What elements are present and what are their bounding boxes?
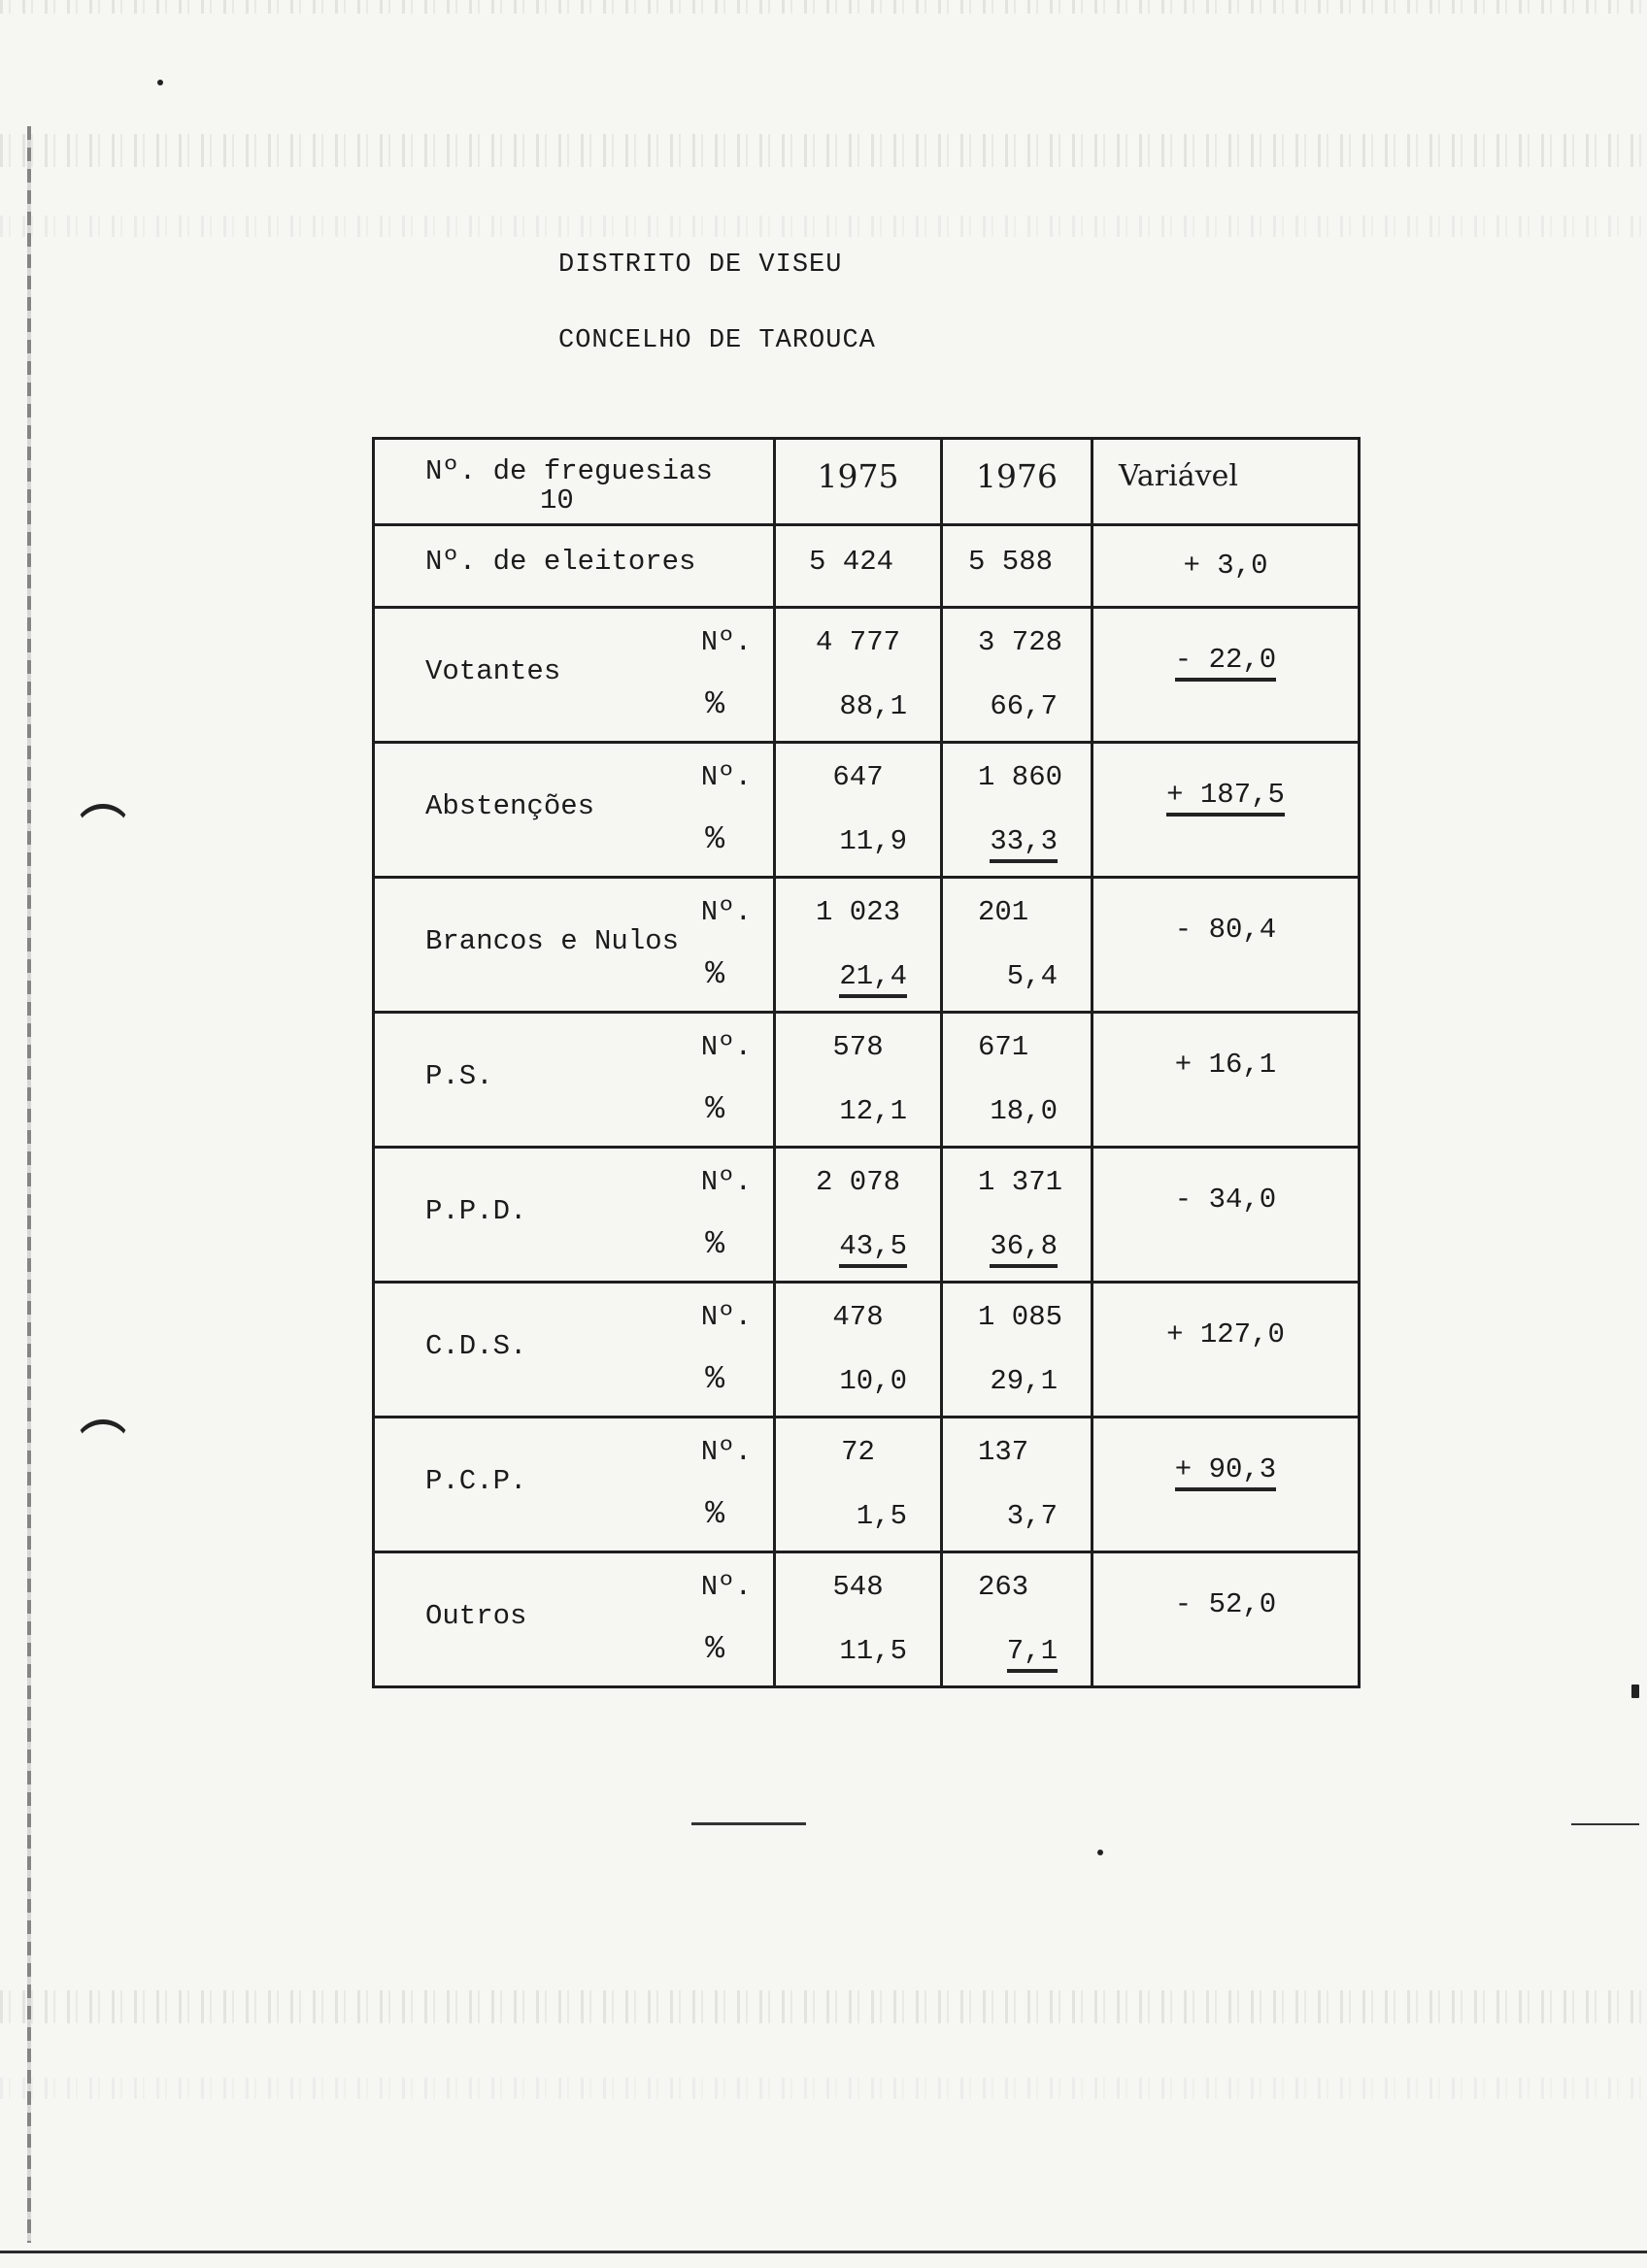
scan-noise-band-4 [0, 2078, 1647, 2099]
group-variable-cell [1092, 1552, 1360, 1687]
year-1975-header-cell [775, 439, 942, 525]
group-variable-cell [1092, 1283, 1360, 1418]
percent-1976 [1007, 1635, 1058, 1667]
count-marker: Nº. [700, 1166, 752, 1198]
group-label-cell [374, 878, 775, 1013]
percent-1976: 18,0 [990, 1095, 1058, 1127]
table-row [374, 1148, 1360, 1283]
count-1976: 671 [978, 1031, 1029, 1063]
ink-speck [1097, 1850, 1103, 1855]
group-label: Votantes [425, 655, 561, 687]
table-row [374, 743, 1360, 878]
count-1975: 1 023 [815, 896, 900, 928]
count-1976: 3 728 [978, 626, 1063, 658]
ink-speck [157, 80, 163, 85]
group-label-cell [374, 1148, 775, 1283]
group-variable [1093, 644, 1358, 676]
table-row [374, 608, 1360, 743]
group-variable: + 16,1 [1174, 1049, 1277, 1081]
variable-header: Variável [1119, 459, 1238, 493]
group-label: C.D.S. [425, 1330, 527, 1362]
count-1976: 1 371 [978, 1166, 1063, 1198]
handwritten-underline-value: + 90,3 [1175, 1453, 1276, 1491]
count-1975: 478 [832, 1301, 884, 1333]
electors-label-cell [374, 525, 775, 608]
electors-variable-cell [1092, 525, 1360, 608]
group-1975-cell [775, 1148, 942, 1283]
electors-row [374, 525, 1360, 608]
table-header-row [374, 439, 1360, 525]
handwritten-underline-value: 36,8 [990, 1230, 1058, 1268]
table-row [374, 878, 1360, 1013]
percent-1975: 88,1 [839, 690, 907, 722]
group-label: Outros [425, 1600, 527, 1632]
count-1976: 1 085 [978, 1301, 1063, 1333]
electors-1976-cell [942, 525, 1092, 608]
scan-bottom-rule [0, 2251, 1647, 2253]
district-title: DISTRITO DE VISEU [558, 250, 843, 280]
count-marker: Nº. [700, 1436, 752, 1468]
group-variable-cell [1092, 1013, 1360, 1148]
count-1976: 201 [978, 896, 1029, 928]
percent-1976: 29,1 [990, 1365, 1058, 1397]
count-marker: Nº. [700, 761, 752, 793]
electors-label: Nº. de eleitores [425, 546, 696, 578]
scan-noise-band-1 [0, 134, 1647, 167]
group-1976-cell [942, 1148, 1092, 1283]
group-1976-cell [942, 1552, 1092, 1687]
count-1975: 72 [841, 1436, 875, 1468]
scan-dash-mark [691, 1822, 806, 1825]
ink-speck [1631, 1684, 1639, 1698]
group-variable [1093, 1453, 1358, 1485]
handwritten-underline-value: 33,3 [990, 825, 1058, 863]
count-marker: Nº. [700, 1031, 752, 1063]
percent-marker: % [705, 1631, 724, 1667]
group-1975-cell [775, 1552, 942, 1687]
count-marker: Nº. [700, 626, 752, 658]
count-1976: 137 [978, 1436, 1029, 1468]
handwritten-underline-value: 7,1 [1007, 1635, 1058, 1673]
handwritten-underline-value: - 22,0 [1175, 644, 1276, 682]
percent-1975 [839, 960, 907, 992]
group-1975-cell [775, 1283, 942, 1418]
scan-noise-band-2 [0, 216, 1647, 237]
group-1976-cell [942, 1013, 1092, 1148]
percent-1975: 10,0 [839, 1365, 907, 1397]
group-label-cell [374, 1552, 775, 1687]
group-label: P.C.P. [425, 1465, 527, 1497]
handwritten-underline-value: + 187,5 [1166, 779, 1285, 817]
percent-marker: % [705, 1226, 724, 1262]
punch-hole-icon [74, 804, 132, 861]
group-variable-cell [1092, 878, 1360, 1013]
handwritten-underline-value: 21,4 [839, 960, 907, 998]
group-label-cell [374, 1013, 775, 1148]
electors-1975: 5 424 [809, 546, 894, 578]
percent-marker: % [705, 821, 724, 857]
percent-1975: 11,9 [839, 825, 907, 857]
electors-1976: 5 588 [968, 546, 1054, 578]
group-variable: - 80,4 [1174, 914, 1277, 946]
group-variable: + 127,0 [1166, 1318, 1285, 1351]
count-marker: Nº. [700, 1571, 752, 1603]
group-label: Abstenções [425, 790, 595, 822]
percent-1976 [990, 825, 1058, 857]
group-label-cell [374, 608, 775, 743]
count-1975: 4 777 [815, 626, 900, 658]
group-variable-cell [1092, 1148, 1360, 1283]
scan-noise-top [0, 0, 1647, 14]
group-1975-cell [775, 878, 942, 1013]
table-row [374, 1418, 1360, 1552]
percent-1976 [990, 1230, 1058, 1262]
percent-1976: 66,7 [990, 690, 1058, 722]
group-label: P.S. [425, 1060, 493, 1092]
group-variable: - 34,0 [1174, 1184, 1277, 1216]
parishes-header [425, 457, 713, 516]
group-label: Brancos e Nulos [425, 925, 680, 957]
year-1976-header-cell [942, 439, 1092, 525]
count-1976: 263 [978, 1571, 1029, 1603]
punch-hole-icon [74, 1419, 132, 1477]
table-row [374, 1552, 1360, 1687]
group-variable-cell [1092, 608, 1360, 743]
group-1975-cell [775, 608, 942, 743]
scan-left-edge [27, 126, 31, 2243]
group-variable-cell [1092, 1418, 1360, 1552]
electors-variable: + 3,0 [1183, 550, 1268, 582]
group-1975-cell [775, 1418, 942, 1552]
group-label-cell [374, 743, 775, 878]
percent-marker: % [705, 686, 724, 722]
group-1976-cell [942, 1283, 1092, 1418]
percent-1975: 11,5 [839, 1635, 907, 1667]
parishes-count: 10 [540, 484, 574, 517]
year-1975-header: 1975 [817, 457, 899, 495]
count-1975: 548 [832, 1571, 884, 1603]
group-label-cell [374, 1283, 775, 1418]
variable-header-cell [1092, 439, 1360, 525]
percent-1975: 12,1 [839, 1095, 907, 1127]
count-1975: 2 078 [815, 1166, 900, 1198]
handwritten-underline-value: 43,5 [839, 1230, 907, 1268]
group-variable: - 52,0 [1174, 1588, 1277, 1620]
count-marker: Nº. [700, 1301, 752, 1333]
group-variable [1093, 779, 1358, 811]
group-1975-cell [775, 1013, 942, 1148]
table-row [374, 1283, 1360, 1418]
group-1976-cell [942, 1418, 1092, 1552]
group-label: P.P.D. [425, 1195, 527, 1227]
percent-1975: 1,5 [856, 1500, 907, 1532]
group-variable-cell [1092, 743, 1360, 878]
group-1976-cell [942, 878, 1092, 1013]
year-1976-header: 1976 [976, 457, 1058, 495]
count-marker: Nº. [700, 896, 752, 928]
group-label-cell [374, 1418, 775, 1552]
percent-marker: % [705, 1091, 724, 1127]
percent-marker: % [705, 1361, 724, 1397]
table-row [374, 1013, 1360, 1148]
scan-noise-band-3 [0, 1990, 1647, 2023]
scan-dash-mark [1571, 1823, 1639, 1825]
percent-marker: % [705, 1496, 724, 1532]
group-1975-cell [775, 743, 942, 878]
group-1976-cell [942, 608, 1092, 743]
parishes-header-cell [374, 439, 775, 525]
group-rows [374, 608, 1360, 1687]
municipality-title: CONCELHO DE TAROUCA [558, 326, 876, 355]
percent-1976: 5,4 [1006, 960, 1058, 992]
count-1975: 578 [832, 1031, 884, 1063]
parishes-label: Nº. de freguesias [425, 455, 713, 487]
group-1976-cell [942, 743, 1092, 878]
percent-1976: 3,7 [1006, 1500, 1058, 1532]
count-1975: 647 [832, 761, 884, 793]
election-results-table [372, 437, 1361, 1688]
percent-marker: % [705, 956, 724, 992]
percent-1975 [839, 1230, 907, 1262]
electors-1975-cell [775, 525, 942, 608]
count-1976: 1 860 [978, 761, 1063, 793]
